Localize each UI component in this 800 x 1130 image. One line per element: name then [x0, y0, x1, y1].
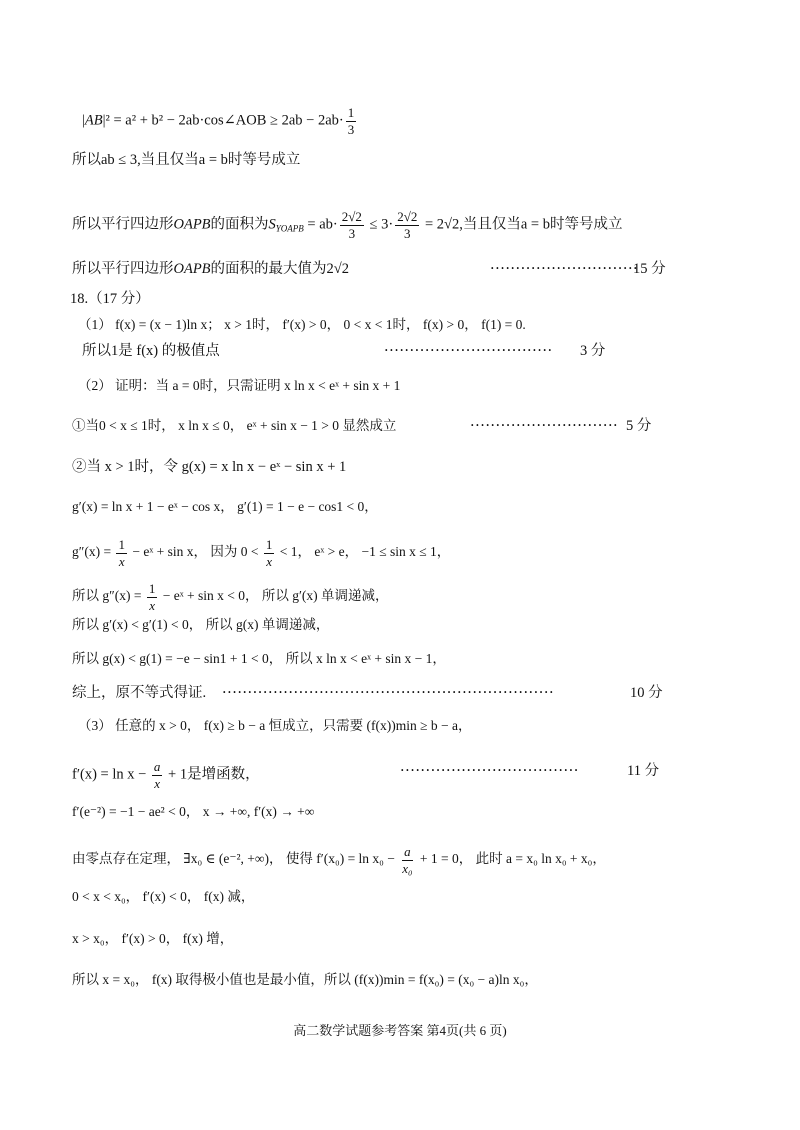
text-part: 所以平行四边形 [72, 216, 174, 233]
text-part: 所以平行四边形 [72, 261, 174, 277]
denominator: x [154, 775, 161, 791]
area-subscript: YOAPB [275, 223, 304, 234]
quad-name: OAPB [173, 216, 211, 233]
text-part: 由零点存在定理， ∃x₀ ∈ (e⁻², +∞)， 使得 f′(x₀) = ln x₀ − [72, 851, 399, 867]
text-part: < 1， eˣ > e， −1 ≤ sin x ≤ 1， [276, 544, 451, 560]
text-part: = ab· [303, 216, 338, 233]
text-part: − eˣ + sin x， 因为 0 < [128, 544, 262, 560]
numerator: 2√2 [341, 209, 362, 224]
part1-analysis: （1） f(x) = (x − 1)ln x； x > 1时， f′(x) > 0， 0 < x < 1时， f(x) > 0， f(1) = 0. [78, 317, 526, 332]
fraction-2root2-over-3 [340, 210, 364, 240]
conclusion-ab-le-3: 所以ab ≤ 3,当且仅当a = b时等号成立 [72, 152, 301, 168]
equation-ab-squared [82, 106, 680, 136]
numerator: a [153, 759, 161, 774]
text-part: + 1 = 0， 此时 a = x₀ ln x₀ + x₀， [416, 851, 606, 867]
increasing-interval: x > x₀， f′(x) > 0， f(x) 增， [72, 931, 234, 946]
text-part: g″(x) = [72, 544, 115, 560]
text-part: 的面积为 [210, 216, 269, 233]
part1-conclusion: 所以1是 f(x) 的极值点 [82, 343, 220, 359]
score-3: 3 分 [580, 343, 606, 359]
g-prime-negative: 所以 g′(x) < g′(1) < 0， 所以 g(x) 单调递减， [72, 617, 330, 632]
g-double-prime [72, 538, 680, 568]
part3-intro: （3） 任意的 x > 0， f(x) ≥ b − a 恒成立，只需要 (f(x))min ≥ b − a， [78, 718, 472, 733]
g-negative: 所以 g(x) < g(1) = −e − sin1 + 1 < 0， 所以 x ln x < eˣ + sin x − 1， [72, 651, 446, 666]
numerator: 1 [265, 537, 273, 552]
text-part: f′(x) = ln x − [72, 766, 150, 783]
part2-conclusion: 综上，原不等式得证. [72, 685, 207, 701]
text-part: + 1是增函数， [164, 766, 260, 783]
numerator: 2√2 [397, 209, 418, 224]
fraction-a-over-x [152, 760, 163, 790]
numerator: 1 [148, 581, 156, 596]
fraction-2root2-over-3 [395, 210, 419, 240]
fraction-a-over-x0 [400, 845, 414, 875]
denominator: x [118, 553, 125, 569]
zero-existence [72, 845, 680, 875]
dot-leader: ··································· [400, 763, 579, 779]
segment-ab: AB [84, 112, 103, 129]
text-part: − eˣ + sin x < 0， 所以 g′(x) 单调递减， [159, 588, 389, 604]
denominator: 3 [404, 225, 411, 241]
dot-leader: ································································· [222, 685, 555, 701]
text-part: 的面积的最大值为 [210, 261, 327, 277]
score-15: 15 分 [633, 261, 666, 277]
fraction-1-over-x [147, 582, 158, 612]
dot-leader: ································· [384, 343, 553, 359]
minimum-value: 所以 x = x₀， f(x) 取得极小值也是最小值，所以 (f(x))min = f(x₀) = (x₀ − a)ln x₀， [72, 972, 538, 987]
text-part: 所以 g″(x) = [72, 588, 145, 604]
score-11: 11 分 [627, 763, 660, 779]
g-prime: g′(x) = ln x + 1 − eˣ − cos x， g′(1) = 1 − e − cos1 < 0， [72, 499, 378, 514]
fraction-1-over-x [116, 538, 127, 568]
text-part: ≤ 3· [365, 216, 394, 233]
abs-bar: | [82, 112, 85, 129]
fraction-1-over-x [264, 538, 275, 568]
equation-body: |² = a² + b² − 2ab·cos∠AOB ≥ 2ab − 2ab· [102, 112, 344, 129]
f-prime-limits: f′(e⁻²) = −1 − ae² < 0， x → +∞, f′(x) → +∞ [72, 804, 315, 819]
score-5: 5 分 [626, 418, 652, 434]
max-value: 2√2 [326, 261, 350, 277]
dot-leader: ····························· [490, 261, 639, 277]
denominator: 3 [347, 121, 355, 137]
numerator: 1 [347, 105, 355, 120]
decreasing-interval: 0 < x < x₀， f′(x) < 0， f(x) 减， [72, 889, 255, 904]
numerator: 1 [118, 537, 125, 552]
text-part: = 2√2,当且仅当a = b时等号成立 [421, 216, 623, 233]
dot-leader: ····························· [470, 418, 619, 434]
denominator: x [266, 553, 272, 569]
score-10: 10 分 [630, 685, 663, 701]
page-footer: 高二数学试题参考答案 第4页(共 6 页) [293, 1023, 507, 1038]
denominator: x₀ [402, 860, 413, 876]
case2-define-g: ②当 x > 1时，令 g(x) = x ln x − eˣ − sin x + 1 [72, 459, 347, 475]
fraction-one-third [346, 106, 357, 136]
part2-intro: （2） 证明：当 a = 0时，只需证明 x ln x < eˣ + sin x + 1 [78, 378, 401, 393]
quad-name: OAPB [173, 261, 211, 277]
denominator: x [149, 597, 155, 613]
f-prime-increasing [72, 760, 680, 790]
area-symbol: S [268, 216, 276, 233]
case1: ①当0 < x ≤ 1时， x ln x ≤ 0， eˣ + sin x − 1 > 0 显然成立 [72, 418, 397, 433]
problem-18-heading: 18.（17 分） [70, 291, 150, 307]
g-double-prime-negative [72, 582, 680, 612]
area-inequality [72, 210, 680, 240]
denominator: 3 [348, 225, 356, 241]
numerator: a [404, 844, 411, 859]
